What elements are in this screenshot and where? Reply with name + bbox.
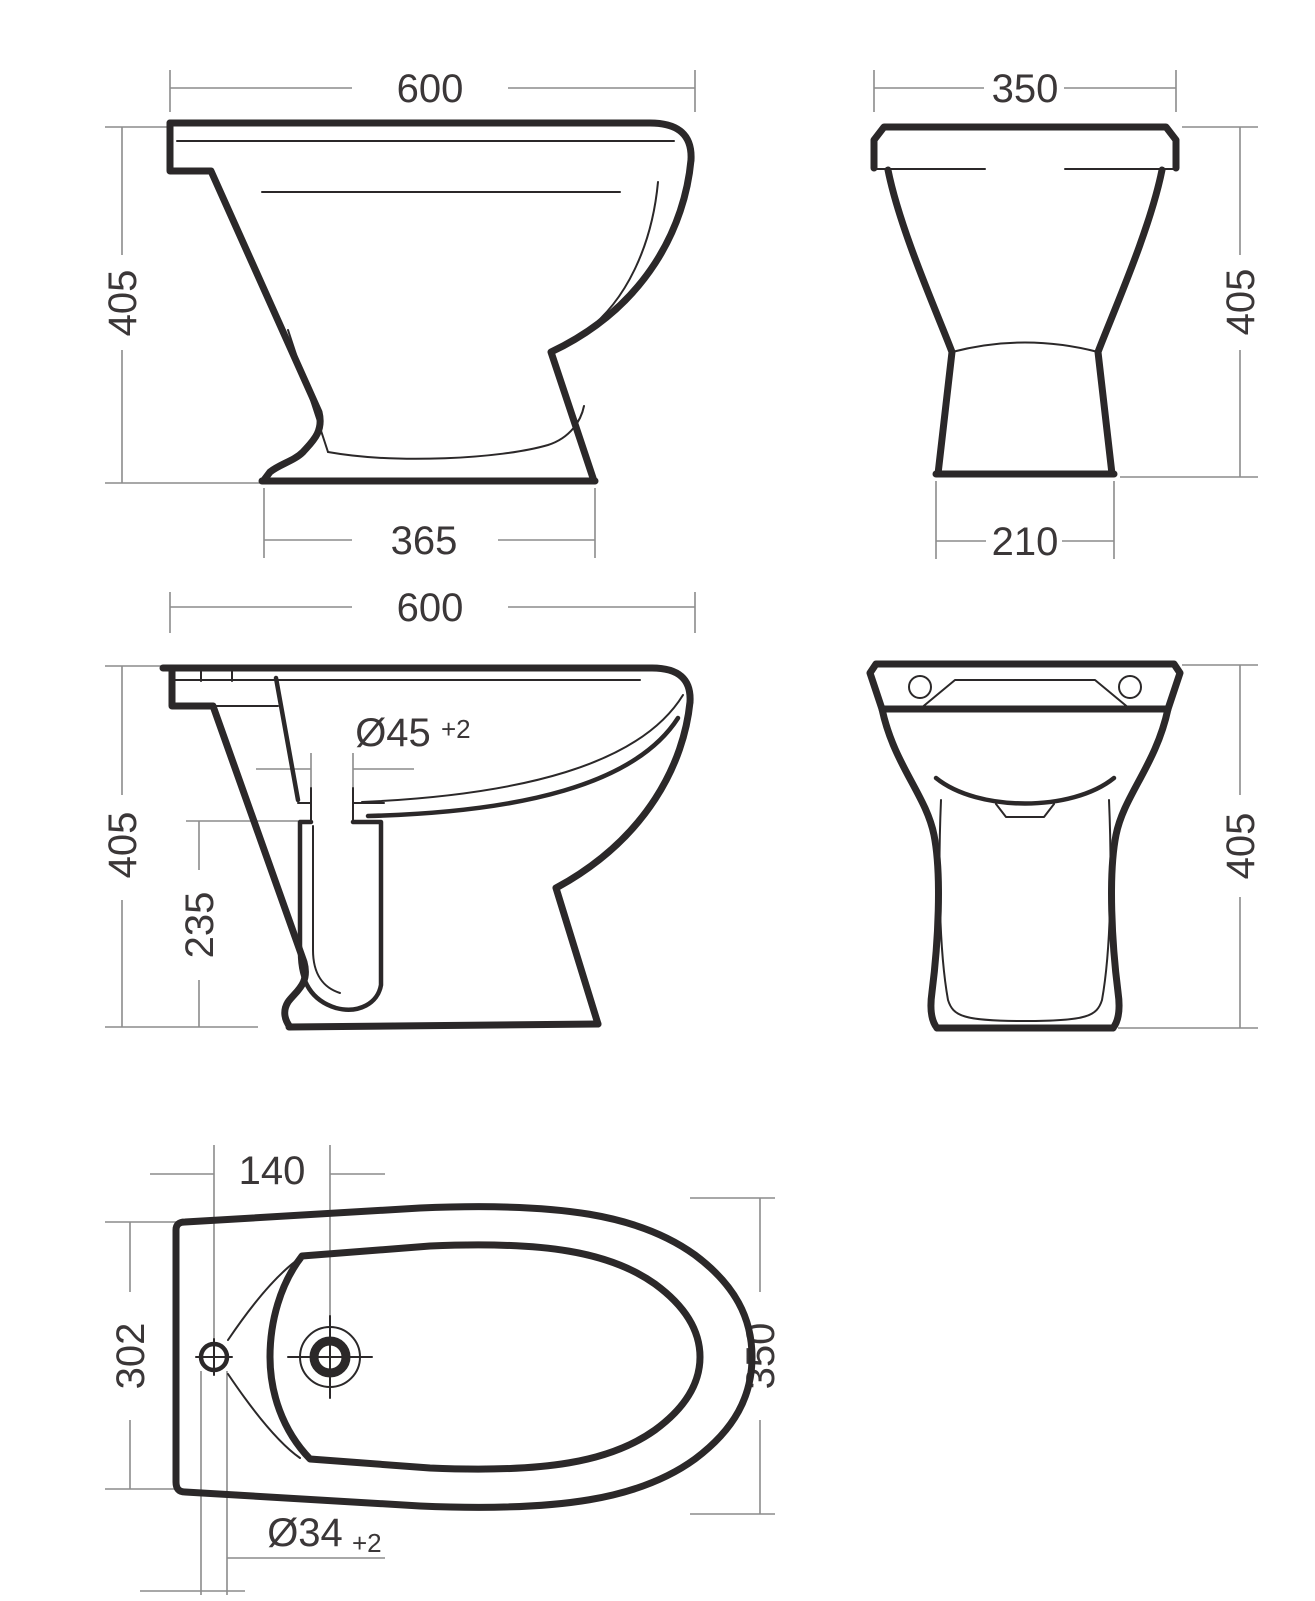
bidet-side-inner-front-wall [276, 678, 298, 800]
bidet-plan-drain-crosshair-icon [288, 1316, 372, 1398]
bidet-back-right-side [1112, 709, 1168, 1028]
toilet-side-bowl-back-inner-line [550, 182, 658, 353]
bidet-back-spout-bump [996, 804, 1054, 817]
dims-bidet-back [1118, 665, 1263, 1028]
dim-label-toilet-base-width: 365 [390, 519, 458, 563]
dims-bidet-side [101, 586, 695, 1027]
dim-label-toilet-front-base: 210 [991, 520, 1059, 564]
dim-label-back-width: 302 [109, 1322, 153, 1390]
toilet-side-front-wall [170, 123, 320, 480]
view-bidet-plan [176, 1207, 752, 1508]
view-toilet-side-elevation [170, 123, 691, 481]
toilet-side-front-inner-line [288, 330, 328, 452]
bidet-back-waterline-arc [936, 778, 1114, 804]
dim-label-bidet-height: 405 [101, 811, 145, 879]
dim-label-toilet-height: 405 [101, 269, 145, 337]
dims-toilet-front [874, 67, 1263, 564]
dim-label-overall-depth: 350 [739, 1322, 783, 1390]
toilet-front-left-side [888, 170, 952, 474]
dim-label-bidet-back-height: 405 [1219, 812, 1263, 880]
dim-label-toilet-width: 600 [396, 67, 464, 111]
toilet-side-back-wall [551, 160, 691, 481]
bidet-back-right-fixing-hole-icon [1119, 676, 1141, 698]
bidet-side-outlet-walls [311, 788, 353, 822]
dim-label-toilet-front-width: 350 [991, 67, 1059, 111]
bidet-side-trap-inner-line [313, 826, 340, 993]
bidet-back-left-fixing-hole-icon [909, 676, 931, 698]
toilet-front-right-side [1098, 170, 1162, 474]
view-toilet-front-elevation [874, 127, 1176, 474]
bidet-plan-tap-hole-crosshair-icon [196, 1339, 232, 1375]
dim-label-tap-hole-tolerance: +2 [352, 1528, 382, 1558]
toilet-front-lid [874, 127, 1176, 168]
dim-label-bidet-trap-height: 235 [178, 891, 222, 959]
dim-label-hole-spacing: 140 [238, 1149, 306, 1193]
view-bidet-back-elevation [870, 664, 1180, 1028]
dim-label-toilet-front-height: 405 [1219, 268, 1263, 336]
bidet-plan-outer-outline [176, 1207, 752, 1508]
toilet-front-waist-line [952, 343, 1098, 353]
bidet-back-bracket-cutout [920, 680, 1130, 709]
dim-label-tap-hole-diameter: Ø34 [267, 1511, 343, 1555]
dim-line-d45-outlet [256, 753, 414, 788]
bidet-back-left-side [882, 709, 938, 1028]
dim-label-outlet-diameter: Ø45 [355, 711, 431, 755]
bidet-back-inner-outline [939, 800, 1110, 1021]
toilet-side-sump-line [328, 406, 584, 459]
bidet-back-mounting-bar [870, 664, 1180, 709]
bidet-side-base [289, 1024, 598, 1027]
bidet-side-back-wall [556, 702, 690, 1024]
dim-label-outlet-tolerance: +2 [441, 714, 471, 744]
bidet-side-rim-top [163, 668, 690, 702]
dim-label-bidet-width: 600 [396, 586, 464, 630]
